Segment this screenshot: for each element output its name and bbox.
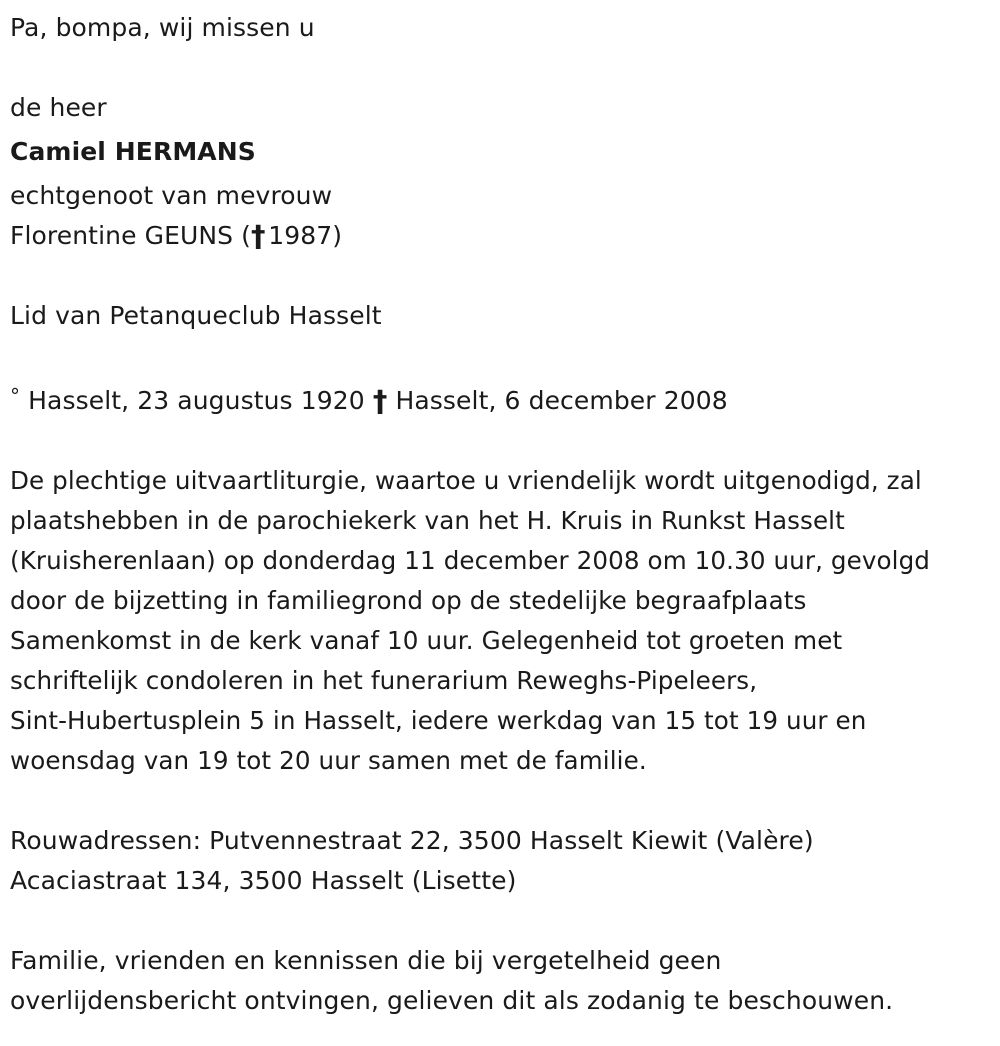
address-line: Rouwadressen: Putvennestraat 22, 3500 Hasselt Kiewit (Valère) <box>10 826 814 855</box>
membership: Lid van Petanqueclub Hasselt <box>10 301 382 330</box>
closing-line: Familie, vrienden en kennissen die bij vergetelheid geen <box>10 946 722 975</box>
address-line: Acaciastraat 134, 3500 Hasselt (Lisette) <box>10 866 517 895</box>
spacer <box>10 256 995 296</box>
funeral-line: schriftelijk condoleren in het funerarium Reweghs-Pipeleers, <box>10 666 758 695</box>
life-dates <box>10 376 995 421</box>
spacer <box>10 901 995 941</box>
heading: Pa, bompa, wij missen u <box>10 13 315 42</box>
funeral-line: Sint-Hubertusplein 5 in Hasselt, iedere werkdag van 15 tot 19 uur en <box>10 706 867 735</box>
obituary-notice <box>10 8 995 1021</box>
spacer <box>10 336 995 376</box>
closing-line: overlijdensbericht ontvingen, gelieven dit als zodanig te beschouwen. <box>10 986 894 1015</box>
deceased-name: Camiel HERMANS <box>10 137 256 166</box>
funeral-line: plaatshebben in de parochiekerk van het H. Kruis in Runkst Hasselt <box>10 506 845 535</box>
cross-icon: † <box>372 384 388 418</box>
funeral-line: De plechtige uitvaartliturgie, waartoe u vriendelijk wordt uitgenodigd, zal <box>10 466 922 495</box>
funeral-line: Samenkomst in de kerk vanaf 10 uur. Gelegenheid tot groeten met <box>10 626 843 655</box>
death-info: Hasselt, 6 december 2008 <box>395 386 728 415</box>
birth-info: Hasselt, 23 augustus 1920 <box>28 386 365 415</box>
spouse-line <box>10 216 995 256</box>
cross-icon: † <box>251 219 266 253</box>
funeral-line: door de bijzetting in familiegrond op de stedelijke begraafplaats <box>10 586 807 615</box>
address-paragraph <box>10 821 995 901</box>
spouse-death-year: 1987) <box>268 221 343 250</box>
funeral-paragraph <box>10 461 995 781</box>
spouse-intro: echtgenoot van mevrouw <box>10 181 333 210</box>
funeral-line: woensdag van 19 tot 20 uur samen met de familie. <box>10 746 647 775</box>
closing-paragraph <box>10 941 995 1021</box>
title-prefix: de heer <box>10 93 107 122</box>
spacer <box>10 421 995 461</box>
spacer <box>10 781 995 821</box>
funeral-line: (Kruisherenlaan) op donderdag 11 december 2008 om 10.30 uur, gevolgd <box>10 546 931 575</box>
spouse-name: Florentine GEUNS ( <box>10 221 252 250</box>
spacer <box>10 48 995 88</box>
birth-marker: ° <box>10 384 21 408</box>
